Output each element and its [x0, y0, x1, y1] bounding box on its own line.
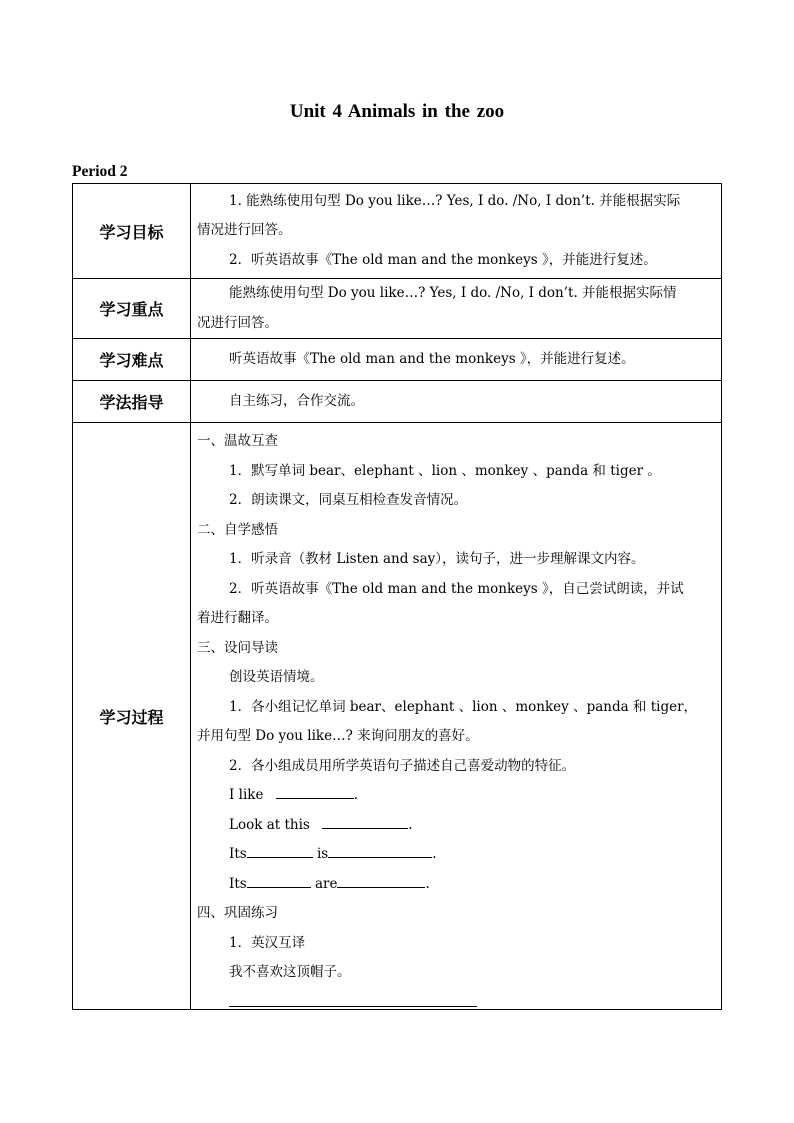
content-difficulty [191, 339, 722, 381]
answer-blank[interactable] [276, 784, 354, 799]
text-line: 1．各小组记忆单词 bear、elephant 、lion 、monkey 、panda 和 tiger， [229, 698, 698, 715]
row-method [73, 381, 722, 423]
text-line: 2．听英语故事《The old man and the monkeys 》，并能进行复述。 [229, 251, 657, 268]
section-heading: 一、温故互查 [197, 433, 278, 449]
fill-blank-line: Its are . [197, 870, 713, 900]
label-goal: 学习目标 [73, 184, 191, 279]
text-line: 况进行回答。 [197, 314, 278, 331]
text-fragment: is [316, 846, 329, 862]
answer-blank[interactable] [322, 814, 408, 829]
text-line: 情况进行回答。 [197, 222, 292, 239]
period-label: Period 2 [72, 163, 128, 180]
answer-blank[interactable] [247, 843, 313, 858]
label-focus: 学习重点 [73, 279, 191, 339]
text-line: 创设英语情境。 [229, 669, 324, 685]
text-line: 2．朗读课文，同桌互相检查发音情况。 [229, 492, 468, 508]
fill-blank-line: I like . [197, 781, 713, 811]
text-line: 能熟练使用句型 Do you like…? Yes, I do. /No, I don’t. 并能根据实际情 [229, 285, 677, 301]
text-line: 2．听英语故事《The old man and the monkeys 》，自己尝试朗读，并试 [229, 580, 684, 597]
text-line: 1．听录音（教材 Listen and say），读句子，进一步理解课文内容。 [229, 551, 645, 567]
label-method: 学法指导 [73, 381, 191, 423]
label-difficulty: 学习难点 [73, 339, 191, 381]
fill-blank-line: Its is . [197, 840, 713, 870]
content-method [191, 381, 722, 423]
text-fragment: Its [229, 875, 247, 892]
section-heading: 二、自学感悟 [197, 521, 278, 538]
section-heading: 四、巩固练习 [197, 905, 278, 921]
content-goal [191, 184, 722, 279]
row-focus [73, 279, 722, 339]
text-fragment: are [314, 875, 338, 892]
text-line: 我不喜欢这顶帽子。 [229, 964, 351, 980]
text-line: 并用句型 Do you like…? 来询问朋友的喜好。 [197, 728, 479, 744]
content-focus [191, 279, 722, 339]
answer-blank[interactable] [337, 873, 425, 888]
row-difficulty [73, 339, 722, 381]
label-process: 学习过程 [73, 423, 191, 1010]
text-line: 1．英汉互译 [229, 934, 306, 951]
section-heading: 三、设问导读 [197, 639, 278, 656]
page-title: Unit 4 Animals in the zoo [289, 101, 505, 122]
text-line: 2．各小组成员用所学英语句子描述自己喜爱动物的特征。 [229, 757, 576, 774]
text-fragment: Look at this [229, 816, 310, 833]
row-goal [73, 184, 722, 279]
text-fragment: Its [229, 846, 247, 862]
text-line: 1．默写单词 bear、elephant 、lion 、monkey 、panda 和 tiger 。 [229, 462, 661, 479]
text-line: 1. 能熟练使用句型 Do you like…? Yes, I do. /No, I don’t. 并能根据实际 [229, 192, 681, 209]
row-process [73, 423, 722, 1010]
text-line: 听英语故事《The old man and the monkeys 》，并能进行复述。 [229, 350, 635, 367]
text-fragment: I like [229, 787, 264, 803]
answer-blank[interactable] [229, 998, 477, 1007]
answer-blank[interactable] [247, 873, 311, 888]
text-line: 着进行翻译。 [197, 610, 278, 626]
answer-blank[interactable] [328, 843, 432, 858]
text-line: 自主练习，合作交流。 [229, 392, 364, 409]
lesson-plan-table [72, 183, 722, 1010]
fill-blank-line: Look at this . [197, 811, 713, 841]
content-process [191, 423, 722, 1010]
